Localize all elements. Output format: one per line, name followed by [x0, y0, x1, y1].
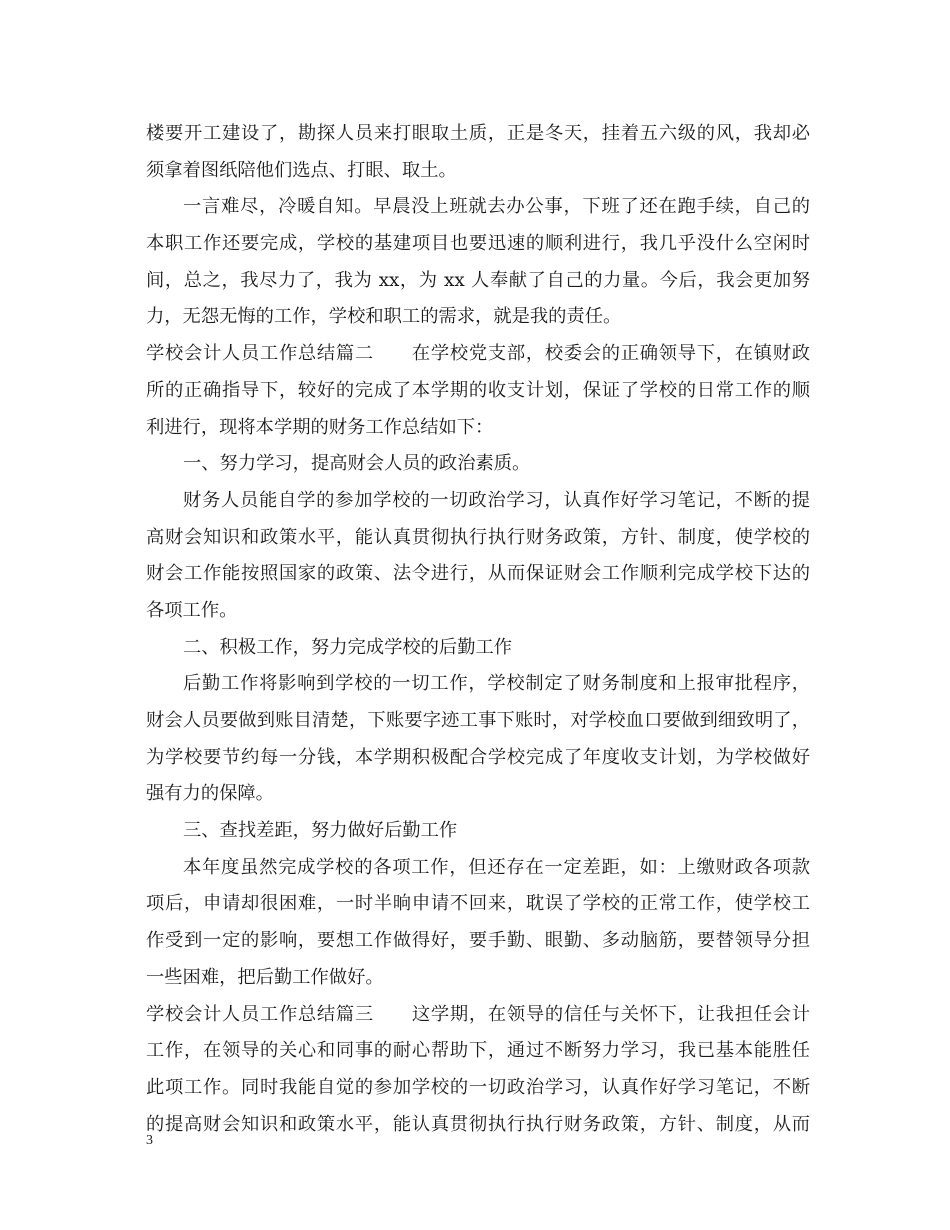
text-line: 项后，申请却很困难，一时半晌申请不回来，耽误了学校的正常工作，使学校工 — [146, 893, 810, 915]
text-line: 的提高财会知识和政策水平，能认真贯彻执行执行财务政策，方针、制度，从而 — [146, 1113, 810, 1135]
text-line: 一、努力学习，提高财会人员的政治素质。 — [183, 453, 531, 475]
text-line: 间，总之，我尽力了，我为 xx，为 xx 人奉献了自己的力量。今后，我会更加努 — [146, 269, 810, 291]
text-line: 学校会计人员工作总结篇二 在学校党支部，校委会的正确领导下，在镇财政 — [146, 343, 810, 365]
text-line: 三、查找差距，努力做好后勤工作 — [183, 820, 458, 842]
text-line: 学校会计人员工作总结篇三 这学期，在领导的信任与关怀下，让我担任会计 — [146, 1003, 810, 1025]
text-line: 工作，在领导的关心和同事的耐心帮助下，通过不断努力学习，我已基本能胜任 — [146, 1040, 810, 1062]
text-line: 一些困难，把后勤工作做好。 — [146, 966, 384, 988]
page-number: 3 — [146, 1133, 153, 1148]
text-line: 二、积极工作，努力完成学校的后勤工作 — [183, 636, 513, 658]
text-line: 利进行，现将本学期的财务工作总结如下： — [146, 416, 494, 438]
text-line: 为学校要节约每一分钱，本学期积极配合学校完成了年度收支计划，为学校做好 — [146, 746, 810, 768]
text-line: 本职工作还要完成，学校的基建项目也要迅速的顺利进行，我几乎没什么空闲时 — [146, 233, 810, 255]
text-line: 一言难尽，冷暖自知。早晨没上班就去办公事，下班了还在跑手续，自己的 — [183, 196, 810, 218]
text-line: 力，无怨无悔的工作，学校和职工的需求，就是我的责任。 — [146, 306, 622, 328]
text-line: 高财会知识和政策水平，能认真贯彻执行执行财务政策，方针、制度，使学校的 — [146, 526, 810, 548]
text-line: 此项工作。同时我能自觉的参加学校的一切政治学习，认真作好学习笔记，不断 — [146, 1076, 810, 1098]
document-body — [146, 116, 810, 1143]
text-line: 财会人员要做到账目清楚，下账要字迹工事下账时，对学校血口要做到细致明了， — [146, 710, 810, 731]
text-line: 作受到一定的影响，要想工作做得好，要手勤、眼勤、多动脑筋，要替领导分担 — [146, 930, 810, 952]
text-line: 本年度虽然完成学校的各项工作，但还存在一定差距，如：上缴财政各项款 — [183, 856, 810, 878]
text-line: 财会工作能按照国家的政策、法令进行，从而保证财会工作顺利完成学校下达的 — [146, 563, 810, 585]
text-line: 楼要开工建设了，勘探人员来打眼取土质，正是冬天，挂着五六级的风，我却必 — [146, 123, 810, 144]
text-line: 财务人员能自学的参加学校的一切政治学习，认真作好学习笔记，不断的提 — [183, 489, 810, 511]
text-line: 各项工作。 — [146, 599, 238, 621]
text-line: 须拿着图纸陪他们选点、打眼、取土。 — [146, 159, 457, 181]
text-line: 强有力的保障。 — [146, 783, 274, 805]
text-line: 后勤工作将影响到学校的一切工作，学校制定了财务制度和上报审批程序， — [183, 673, 810, 695]
text-line: 所的正确指导下，较好的完成了本学期的收支计划，保证了学校的日常工作的顺 — [146, 379, 810, 401]
